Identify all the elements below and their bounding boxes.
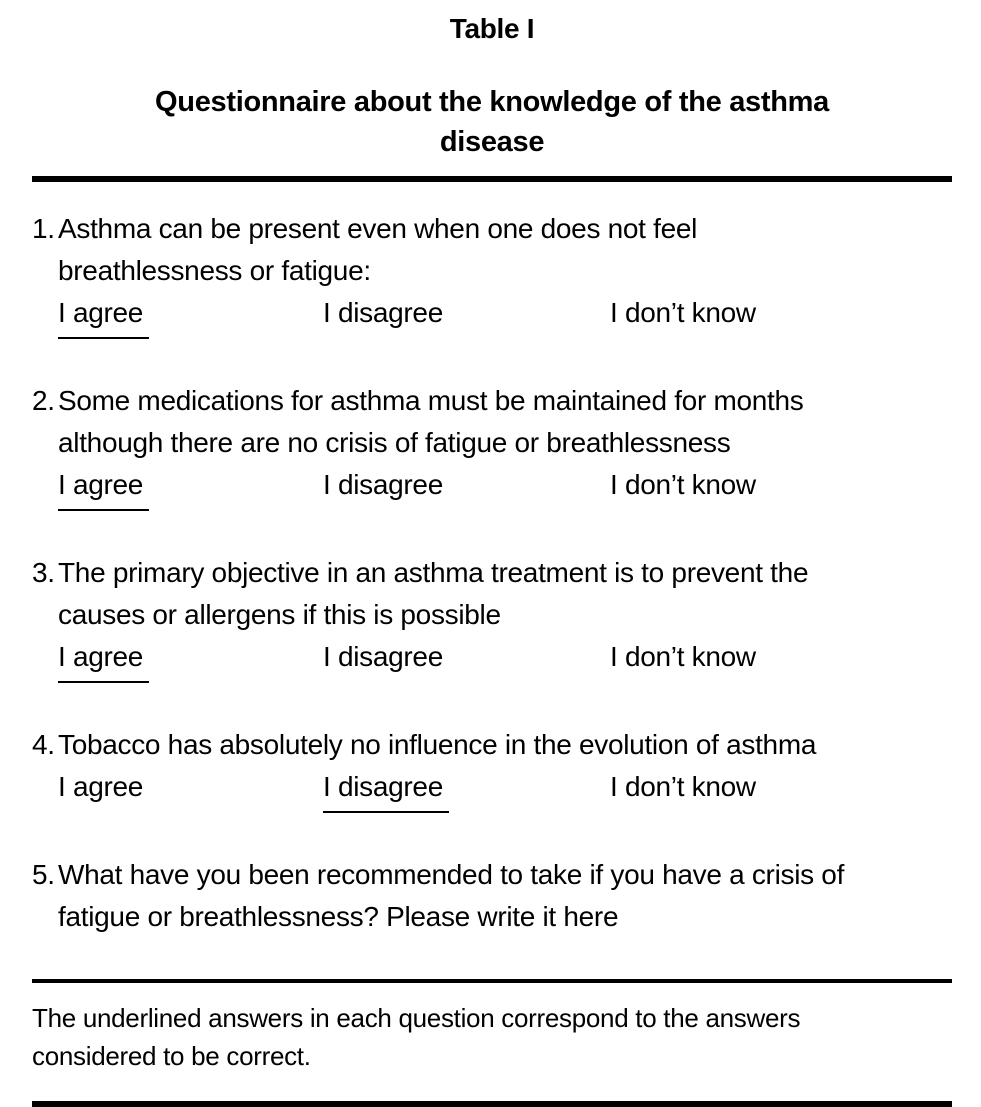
footnote-line: The underlined answers in each question correspond to the answers <box>32 1003 801 1033</box>
question-2 <box>32 380 952 511</box>
question-text-line: breathlessness or fatigue: <box>58 255 371 286</box>
bottom-rule <box>32 1101 952 1107</box>
correct-answer-label: I agree <box>58 464 149 511</box>
answer-option <box>323 636 610 678</box>
question-body <box>58 208 952 339</box>
answer-option <box>610 464 756 506</box>
question-3 <box>32 552 952 683</box>
answer-label: I don’t know <box>610 469 756 500</box>
table-title <box>32 82 952 162</box>
answer-options-row <box>58 636 952 683</box>
question-text-line: The primary objective in an asthma treatment is to prevent the <box>58 557 809 588</box>
answer-label: I disagree <box>323 297 443 328</box>
answer-option <box>323 464 610 506</box>
answer-options-row <box>58 464 952 511</box>
answer-option <box>58 636 323 683</box>
answer-option <box>610 636 756 678</box>
answer-option <box>610 766 756 808</box>
footnote-line: considered to be correct. <box>32 1041 311 1071</box>
question-text-line: although there are no crisis of fatigue or breathlessness <box>58 427 731 458</box>
question-4 <box>32 724 952 813</box>
footnote <box>32 999 952 1075</box>
question-body <box>58 552 952 683</box>
correct-answer-label: I agree <box>58 636 149 683</box>
question-number: 1. <box>32 213 55 244</box>
answer-options-row <box>58 766 952 813</box>
middle-rule <box>32 979 952 983</box>
question-text-line: Asthma can be present even when one does not feel <box>58 213 698 244</box>
question-number: 5. <box>32 859 55 890</box>
answer-options-row <box>58 292 952 339</box>
table-label: Table I <box>449 13 535 44</box>
answer-label: I disagree <box>323 641 443 672</box>
question-body <box>58 724 952 813</box>
answer-label: I don’t know <box>610 641 756 672</box>
question-5 <box>32 854 952 938</box>
table-title-line: Questionnaire about the knowledge of the asthma <box>155 86 829 118</box>
answer-option <box>58 766 323 808</box>
question-number: 3. <box>32 557 55 588</box>
table-title-line: disease <box>439 126 545 158</box>
answer-label: I don’t know <box>610 771 756 802</box>
question-text-line: Tobacco has absolutely no influence in the evolution of asthma <box>58 729 817 760</box>
answer-label: I agree <box>58 771 144 802</box>
correct-answer-label: I agree <box>58 292 149 339</box>
question-text-line: What have you been recommended to take if you have a crisis of <box>58 859 845 890</box>
question-text-line: causes or allergens if this is possible <box>58 599 501 630</box>
correct-answer-label: I disagree <box>323 766 449 813</box>
question-number: 2. <box>32 385 55 416</box>
question-text-line: Some medications for asthma must be maintained for months <box>58 385 804 416</box>
question-list <box>32 208 952 938</box>
question-body <box>58 854 952 938</box>
answer-option <box>610 292 756 334</box>
answer-option <box>323 766 610 813</box>
answer-label: I disagree <box>323 469 443 500</box>
question-text-line: fatigue or breathlessness? Please write it here <box>58 901 619 932</box>
answer-option <box>58 292 323 339</box>
question-number: 4. <box>32 729 55 760</box>
question-body <box>58 380 952 511</box>
answer-option <box>58 464 323 511</box>
top-rule <box>32 176 952 182</box>
question-1 <box>32 208 952 339</box>
answer-label: I don’t know <box>610 297 756 328</box>
table-figure <box>32 0 952 1107</box>
answer-option <box>323 292 610 334</box>
